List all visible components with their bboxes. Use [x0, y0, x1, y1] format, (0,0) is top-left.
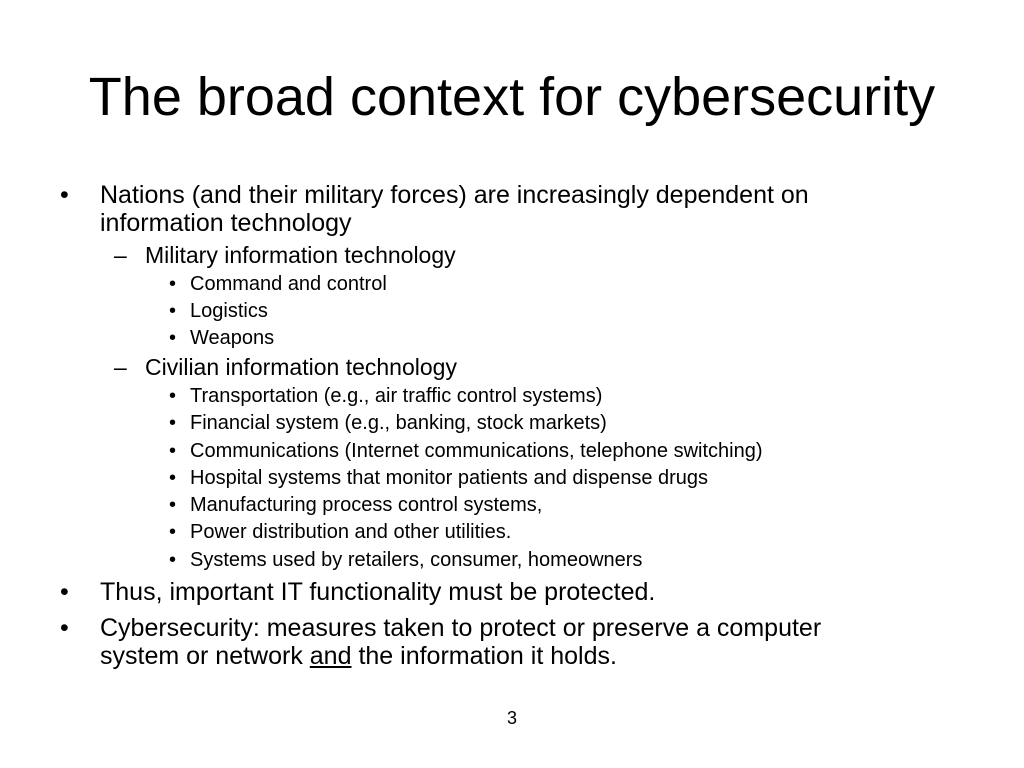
military-item: Command and control [190, 273, 387, 295]
bullet-marker: • [60, 614, 69, 642]
civilian-item: Transportation (e.g., air traffic control systems) [190, 385, 603, 407]
sub-bullet-marker: • [169, 385, 177, 407]
page-number: 3 [506, 708, 517, 728]
civilian-item: Hospital systems that monitor patients and dispense drugs [190, 467, 709, 489]
sub-bullet-marker: • [169, 549, 177, 571]
bullet-2: Thus, important IT functionality must be protected. [100, 578, 656, 606]
dash-marker: – [114, 354, 127, 380]
civilian-item: Communications (Internet communications, telephone switching) [190, 440, 763, 462]
military-it-heading: Military information technology [145, 242, 456, 268]
sub-bullet-marker: • [169, 467, 177, 489]
sub-bullet-marker: • [169, 521, 177, 543]
civilian-item: Power distribution and other utilities. [190, 521, 512, 543]
slide-title: The broad context for cybersecurity [88, 67, 936, 127]
military-item: Weapons [190, 327, 275, 349]
civilian-item: Systems used by retailers, consumer, homeowners [190, 549, 643, 571]
civilian-item: Financial system (e.g., banking, stock markets) [190, 412, 607, 434]
bullet-marker: • [60, 181, 69, 209]
sub-bullet-marker: • [169, 412, 177, 434]
civilian-item: Manufacturing process control systems, [190, 494, 543, 516]
sub-bullet-marker: • [169, 440, 177, 462]
civilian-it-heading: Civilian information technology [145, 354, 457, 380]
bullet-3-text-start: system or network [100, 642, 310, 670]
bullet-3-line-1: Cybersecurity: measures taken to protect or preserve a computer [100, 614, 822, 642]
bullet-3-line-2 [100, 642, 617, 670]
sub-bullet-marker: • [169, 327, 177, 349]
dash-marker: – [114, 242, 127, 268]
bullet-marker: • [60, 578, 69, 606]
bullet-1-line-2: information technology [100, 209, 352, 237]
sub-bullet-marker: • [169, 494, 177, 516]
military-item: Logistics [190, 300, 268, 322]
sub-bullet-marker: • [169, 300, 177, 322]
underlined-and: and [309, 642, 352, 670]
sub-bullet-marker: • [169, 273, 177, 295]
bullet-1-line-1: Nations (and their military forces) are increasingly dependent on [100, 181, 809, 209]
bullet-3-text-end: the information it holds. [351, 642, 617, 670]
